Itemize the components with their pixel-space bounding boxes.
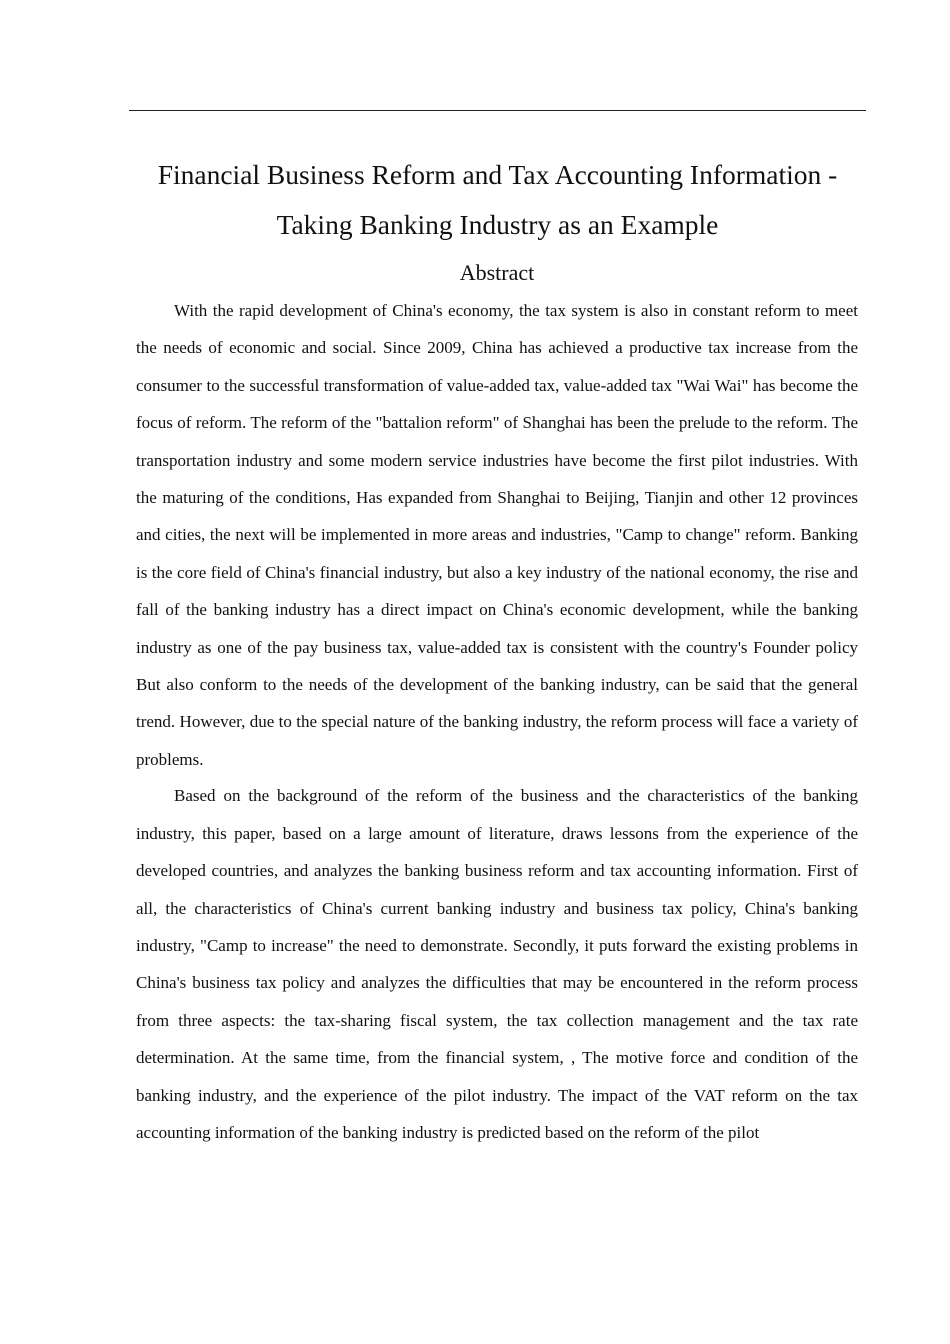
- abstract-paragraph: Based on the background of the reform of the business and the characteristics of the banking industry, this paper, based on a large amount of literature, draws lessons from the experience of the developed countries, and analyzes the banking business reform and tax accounting information. First of all, the characteristics of China's current banking industry and business tax policy, China's banking industry, "Camp to increase" the need to demonstrate. Secondly, it puts forward the existing problems in China's business tax policy and analyzes the difficulties that may be encountered in the reform process from three aspects: the tax-sharing fiscal system, the tax collection management and the tax rate determination. At the same time, from the financial system, , The motive force and condition of the banking industry, and the experience of the pilot industry. The impact of the VAT reform on the tax accounting information of the banking industry is predicted based on the reform of the pilot: [136, 786, 858, 1142]
- abstract-heading: Abstract: [459, 260, 535, 285]
- paper-title: Financial Business Reform and Tax Accounting Information - Taking Banking Industry as an Example: [157, 159, 838, 240]
- abstract-paragraph: With the rapid development of China's economy, the tax system is also in constant reform to meet the needs of economic and social. Since 2009, China has achieved a productive tax increase from the consumer to the successful transformation of value-added tax, value-added tax "Wai Wai" has become the focus of reform. The reform of the "battalion reform" of Shanghai has been the prelude to the reform. The transportation industry and some modern service industries have become the first pilot industries. With the maturing of the conditions, Has expanded from Shanghai to Beijing, Tianjin and other 12 provinces and cities, the next will be implemented in more areas and industries, "Camp to change" reform. Banking is the core field of China's financial industry, but also a key industry of the national economy, the rise and fall of the banking industry has a direct impact on China's economic development, while the banking industry as one of the pay business tax, value-added tax is consistent with the country's Founder policy But also conform to the needs of the development of the banking industry, can be said that the general trend. However, due to the special nature of the banking industry, the reform process will face a variety of problems.: [136, 301, 858, 769]
- abstract-body: [136, 292, 858, 1150]
- header-rule: [129, 110, 866, 111]
